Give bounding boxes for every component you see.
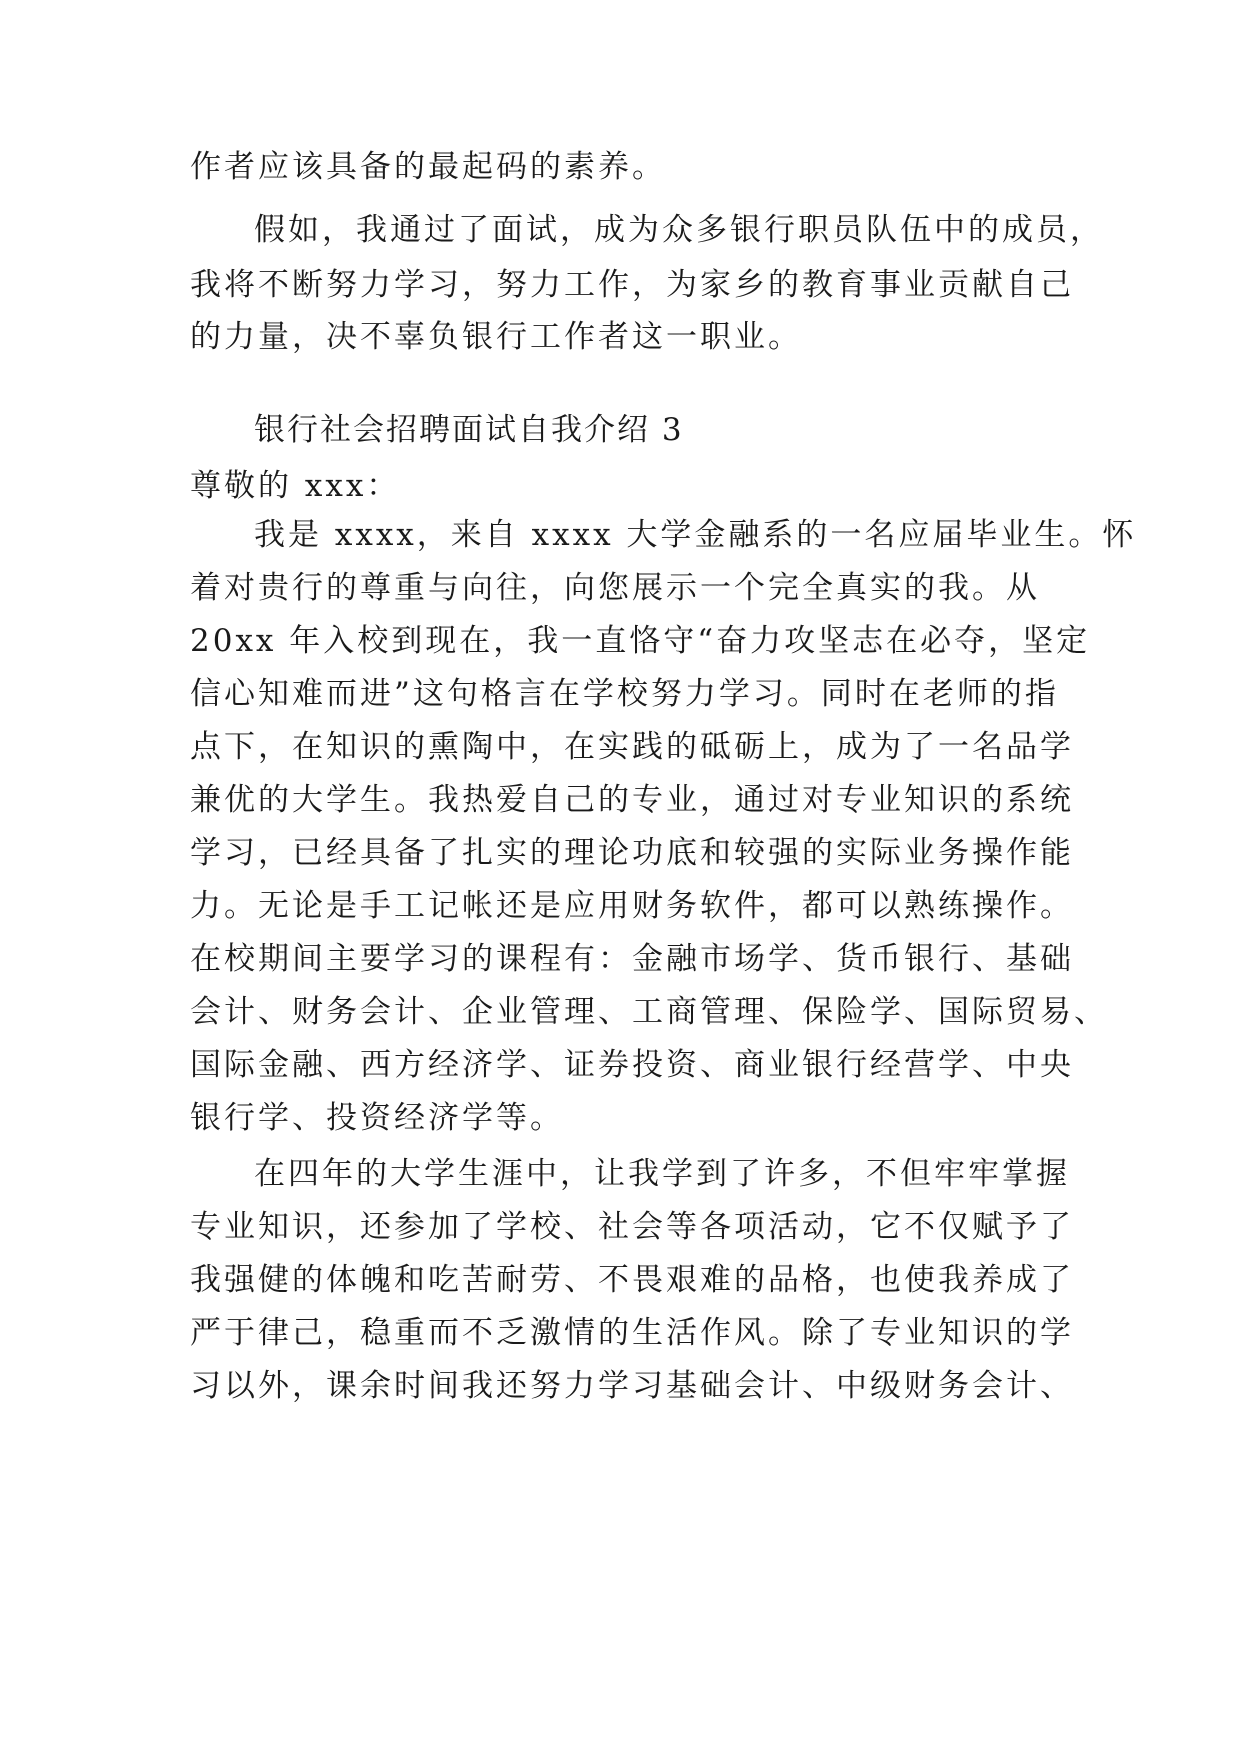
text-line: 专业知识，还参加了学校、社会等各项活动，它不仅赋予了 bbox=[190, 1209, 1074, 1245]
text-line: 兼优的大学生。我热爱自己的专业，通过对专业知识的系统 bbox=[190, 782, 1074, 818]
text-line: 的力量，决不辜负银行工作者这一职业。 bbox=[190, 319, 802, 355]
paragraph-first-line: 我是 xxxx，来自 xxxx 大学金融系的一名应届毕业生。怀 bbox=[254, 517, 1137, 553]
salutation: 尊敬的 xxx： bbox=[190, 468, 401, 504]
text-line: 力。无论是手工记帐还是应用财务软件，都可以熟练操作。 bbox=[190, 888, 1074, 924]
text-line: 点下，在知识的熏陶中，在实践的砥砺上，成为了一名品学 bbox=[190, 729, 1074, 765]
text-line: 会计、财务会计、企业管理、工商管理、保险学、国际贸易、 bbox=[190, 994, 1108, 1030]
text-line: 银行学、投资经济学等。 bbox=[190, 1100, 564, 1136]
paragraph-first-line: 在四年的大学生涯中，让我学到了许多，不但牢牢掌握 bbox=[254, 1156, 1070, 1192]
text-line: 习以外，课余时间我还努力学习基础会计、中级财务会计、 bbox=[190, 1368, 1074, 1404]
text-line: 在校期间主要学习的课程有：金融市场学、货币银行、基础 bbox=[190, 941, 1074, 977]
text-line: 20xx 年入校到现在，我一直恪守“奋力攻坚志在必夺，坚定 bbox=[190, 623, 1091, 659]
text-line: 学习，已经具备了扎实的理论功底和较强的实际业务操作能 bbox=[190, 835, 1074, 871]
section-heading: 银行社会招聘面试自我介绍 3 bbox=[254, 412, 684, 448]
text-line: 信心知难而进”这句格言在学校努力学习。同时在老师的指 bbox=[190, 676, 1059, 712]
text-line: 国际金融、西方经济学、证券投资、商业银行经营学、中央 bbox=[190, 1047, 1074, 1083]
text-line: 严于律己，稳重而不乏激情的生活作风。除了专业知识的学 bbox=[190, 1315, 1074, 1351]
text-line: 我强健的体魄和吃苦耐劳、不畏艰难的品格，也使我养成了 bbox=[190, 1262, 1074, 1298]
text-line: 作者应该具备的最起码的素养。 bbox=[190, 149, 666, 185]
text-line: 着对贵行的尊重与向往，向您展示一个完全真实的我。从 bbox=[190, 570, 1040, 606]
paragraph-first-line: 假如，我通过了面试，成为众多银行职员队伍中的成员， bbox=[254, 212, 1104, 248]
text-line: 我将不断努力学习，努力工作，为家乡的教育事业贡献自己 bbox=[190, 267, 1074, 303]
